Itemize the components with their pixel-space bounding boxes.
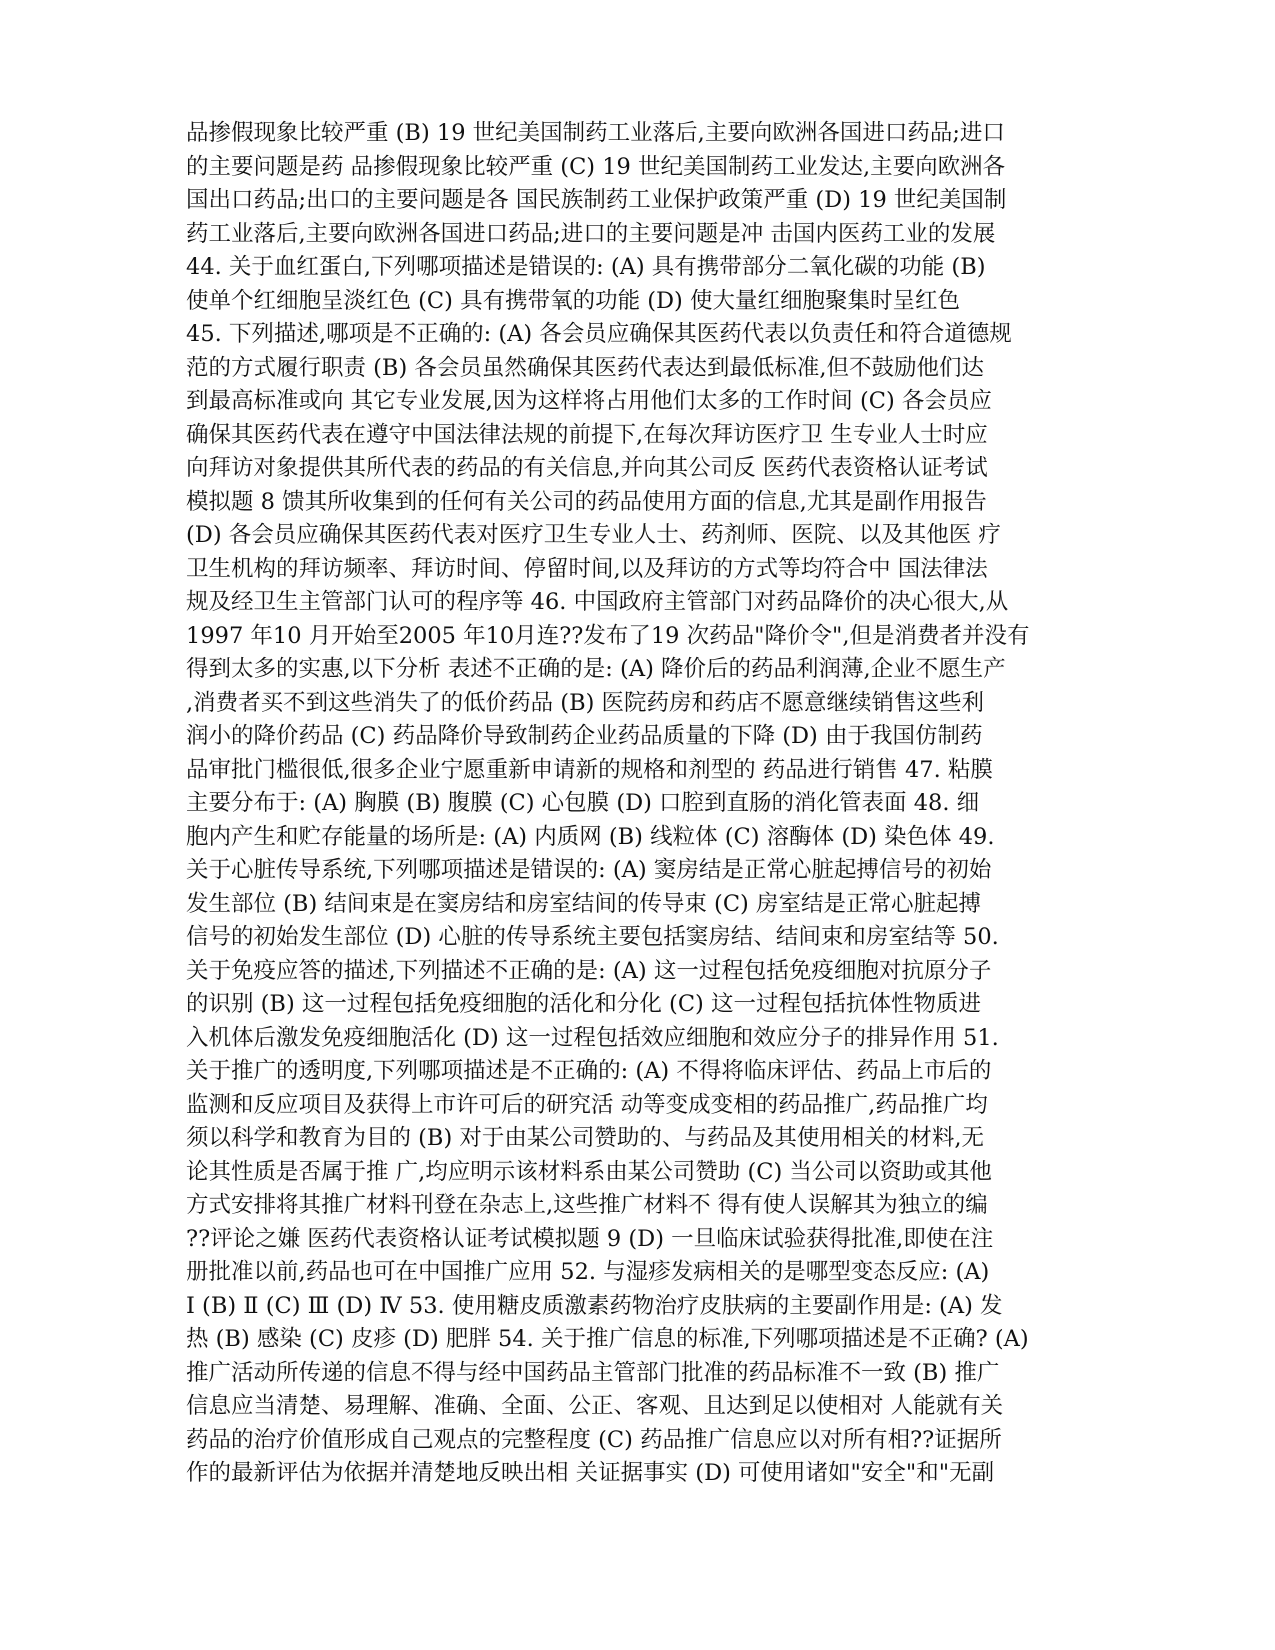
text-line: 推广活动所传递的信息不得与经中国药品主管部门批准的药品标准不一致 (B) 推广 bbox=[186, 1359, 1000, 1386]
text-line: 国出口药品;出口的主要问题是各 国民族制药工业保护政策严重 (D) 19 世纪美国制 bbox=[186, 187, 1007, 213]
text-line: 规及经卫生主管部门认可的程序等 46. 中国政府主管部门对药品降价的决心很大,从 bbox=[186, 589, 1009, 615]
text-line: 卫生机构的拜访频率、拜访时间、停留时间,以及拜访的方式等均符合中 国法律法 bbox=[186, 555, 988, 582]
text-line: ,消费者买不到这些消失了的低价药品 (B) 医院药房和药店不愿意继续销售这些利 bbox=[186, 689, 985, 716]
text-line: 的主要问题是药 品掺假现象比较严重 (C) 19 世纪美国制药工业发达,主要向欧洲各 bbox=[186, 153, 1006, 180]
text-line: 确保其医药代表在遵守中国法律法规的前提下,在每次拜访医疗卫 生专业人士时应 bbox=[186, 421, 988, 448]
text-line: 监测和反应项目及获得上市许可后的研究活 动等变成变相的药品推广,药品推广均 bbox=[186, 1091, 988, 1118]
text-line: 药工业落后,主要向欧洲各国进口药品;进口的主要问题是冲 击国内医药工业的发展 bbox=[186, 220, 996, 247]
text-line: 范的方式履行职责 (B) 各会员虽然确保其医药代表达到最低标准,但不鼓励他们达 bbox=[186, 354, 985, 381]
text-line: 品掺假现象比较严重 (B) 19 世纪美国制药工业落后,主要向欧洲各国进口药品;进口 bbox=[186, 120, 1005, 146]
text-line: 药品的治疗价值形成自己观点的完整程度 (C) 药品推广信息应以对所有相??证据所 bbox=[186, 1426, 1002, 1453]
text-line: 品审批门槛很低,很多企业宁愿重新申请新的规格和剂型的 药品进行销售 47. 粘膜 bbox=[186, 756, 993, 783]
text-line: 作的最新评估为依据并清楚地反映出相 关证据事实 (D) 可使用诸如"安全"和"无副 bbox=[186, 1460, 995, 1486]
text-line: 44. 关于血红蛋白,下列哪项描述是错误的: (A) 具有携带部分二氧化碳的功能 (B) bbox=[186, 254, 986, 280]
text-line: 方式安排将其推广材料刊登在杂志上,这些推广材料不 得有使人误解其为独立的编 bbox=[186, 1192, 988, 1218]
document-body bbox=[186, 117, 1116, 1491]
text-line: 主要分布于: (A) 胸膜 (B) 腹膜 (C) 心包膜 (D) 口腔到直肠的消化管表面 48. 细 bbox=[186, 790, 980, 816]
text-line: ??评论之嫌 医药代表资格认证考试模拟题 9 (D) 一旦临床试验获得批准,即使在注 bbox=[186, 1225, 994, 1252]
text-line: 信号的初始发生部位 (D) 心脏的传导系统主要包括窦房结、结间束和房室结等 50. bbox=[186, 924, 999, 950]
text-line: 关于免疫应答的描述,下列描述不正确的是: (A) 这一过程包括免疫细胞对抗原分子 bbox=[186, 957, 992, 984]
text-line: 须以科学和教育为目的 (B) 对于由某公司赞助的、与药品及其使用相关的材料,无 bbox=[186, 1125, 985, 1151]
text-line: 信息应当清楚、易理解、准确、全面、公正、客观、且达到足以使相对 人能就有关 bbox=[186, 1393, 1004, 1419]
text-line: 发生部位 (B) 结间束是在窦房结和房室结间的传导束 (C) 房室结是正常心脏起搏 bbox=[186, 890, 981, 917]
text-line: Ⅰ (B) Ⅱ (C) Ⅲ (D) Ⅳ 53. 使用糖皮质激素药物治疗皮肤病的主要副作用是: (A) 发 bbox=[186, 1292, 1003, 1319]
text-line: 热 (B) 感染 (C) 皮疹 (D) 肥胖 54. 关于推广信息的标准,下列哪项描述是不正确? (A) bbox=[186, 1326, 1029, 1352]
text-line: 关于心脏传导系统,下列哪项描述是错误的: (A) 窦房结是正常心脏起搏信号的初始 bbox=[186, 857, 992, 883]
text-line: 册批准以前,药品也可在中国推广应用 52. 与湿疹发病相关的是哪型变态反应: (A) bbox=[186, 1259, 990, 1285]
text-line: 45. 下列描述,哪项是不正确的: (A) 各会员应确保其医药代表以负责任和符合道德规 bbox=[186, 321, 1012, 347]
text-line: 向拜访对象提供其所代表的药品的有关信息,并向其公司反 医药代表资格认证考试 bbox=[186, 455, 988, 481]
text-line: 论其性质是否属于推 广,均应明示该材料系由某公司赞助 (C) 当公司以资助或其他 bbox=[186, 1158, 992, 1185]
text-line: 的识别 (B) 这一过程包括免疫细胞的活化和分化 (C) 这一过程包括抗体性物质进 bbox=[186, 991, 981, 1017]
text-line: 到最高标准或向 其它专业发展,因为这样将占用他们太多的工作时间 (C) 各会员应 bbox=[186, 388, 992, 414]
text-line: 使单个红细胞呈淡红色 (C) 具有携带氧的功能 (D) 使大量红细胞聚集时呈红色 bbox=[186, 287, 960, 314]
text-line: 关于推广的透明度,下列哪项描述是不正确的: (A) 不得将临床评估、药品上市后的 bbox=[186, 1058, 992, 1084]
text-line: 得到太多的实惠,以下分析 表述不正确的是: (A) 降价后的药品利润薄,企业不愿生产 bbox=[186, 656, 1006, 682]
text-line: 模拟题 8 馈其所收集到的任何有关公司的药品使用方面的信息,尤其是副作用报告 bbox=[186, 488, 987, 515]
text-line: (D) 各会员应确保其医药代表对医疗卫生专业人士、药剂师、医院、以及其他医 疗 bbox=[186, 522, 1001, 548]
text-line: 润小的降价药品 (C) 药品降价导致制药企业药品质量的下降 (D) 由于我国仿制药 bbox=[186, 723, 983, 749]
text-line: 胞内产生和贮存能量的场所是: (A) 内质网 (B) 线粒体 (C) 溶酶体 (D) 染色体 49. bbox=[186, 823, 995, 850]
text-line: 1997 年10 月开始至2005 年10月连??发布了19 次药品"降价令",但是消费者并没有 bbox=[186, 622, 1030, 649]
text-line: 入机体后激发免疫细胞活化 (D) 这一过程包括效应细胞和效应分子的排异作用 51. bbox=[186, 1024, 999, 1051]
